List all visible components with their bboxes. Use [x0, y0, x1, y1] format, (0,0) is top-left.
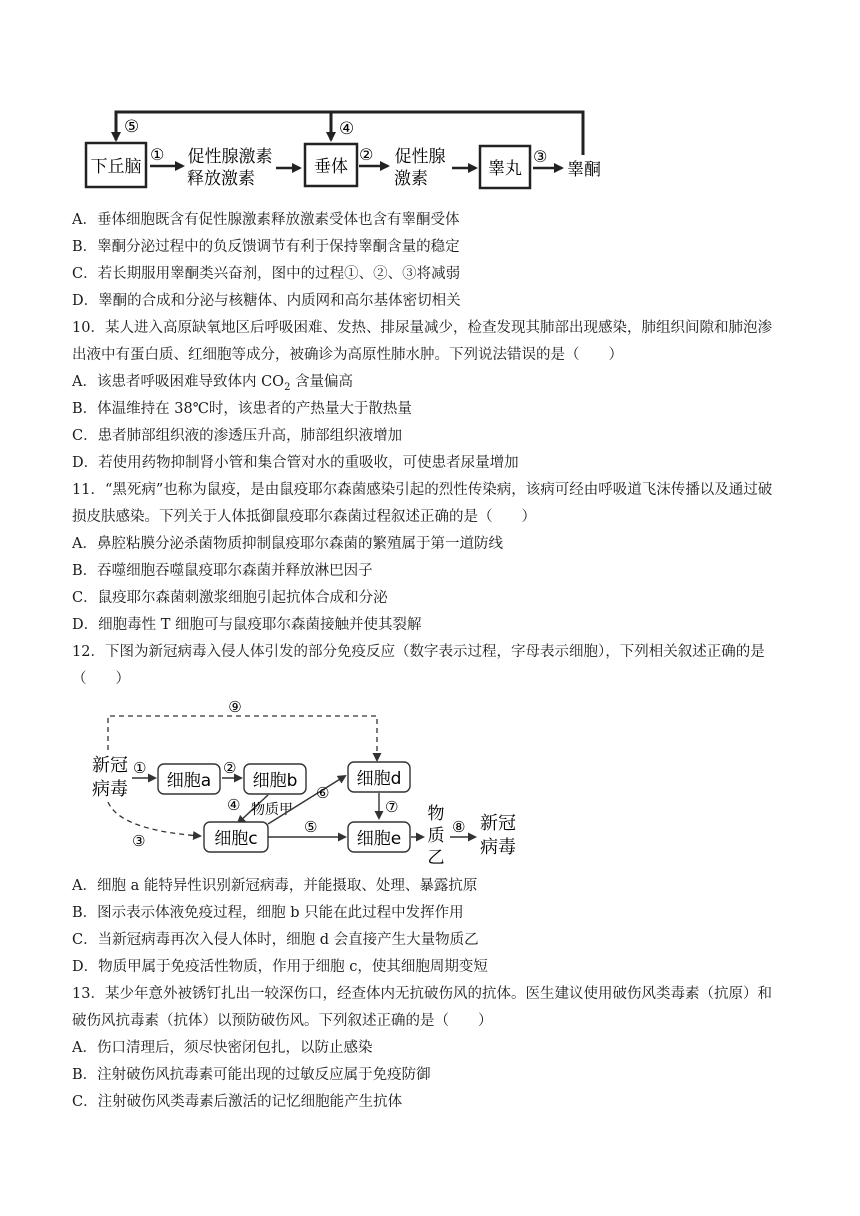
q12-option-c: C．当新冠病毒再次入侵人体时，细胞 d 会直接产生大量物质乙 [72, 932, 479, 948]
gh-label-line1: 促性腺 [394, 147, 446, 167]
step-5-label: ⑤ [304, 818, 318, 836]
q10-option-a-tail: 含量偏高 [290, 374, 354, 390]
q9-option-c: C．若长期服用睾酮类兴奋剂，图中的过程①、②、③将减弱 [72, 266, 461, 282]
q10-option-a [72, 372, 353, 398]
q10-stem-line1: 10．某人进入高原缺氧地区后呼吸困难、发热、排尿量减少，检查发现其肺部出现感染，肺组织间隙和肺泡渗 [72, 320, 772, 336]
step-4-label: ④ [227, 796, 241, 814]
virus-label-line1: 新冠 [92, 755, 128, 776]
q10-option-c: C．患者肺部组织液的渗透压升高，肺部组织液增加 [72, 428, 403, 444]
step-2-label: ② [359, 145, 374, 164]
q12-option-d: D．物质甲属于免疫活性物质，作用于细胞 c，使其细胞周期变短 [72, 959, 488, 975]
q11-stem-line2: 损皮肤感染。下列关于人体抵御鼠疫耶尔森菌过程叙述正确的是（ ） [72, 509, 536, 525]
process-9-dashed-line [108, 716, 377, 760]
q9-option-d: D．睾酮的合成和分泌与核糖体、内质网和高尔基体密切相关 [72, 293, 461, 309]
q13-stem-line1: 13．某少年意外被锈钉扎出一较深伤口，经查体内无抗破伤风的抗体。医生建议使用破伤风类毒素（抗原）和 [72, 986, 772, 1002]
pituitary-label: 垂体 [314, 157, 348, 177]
virus-label-line2: 病毒 [92, 779, 128, 800]
q12-option-a: A．细胞 a 能特异性识别新冠病毒，并能摄取、处理、暴露抗原 [72, 878, 478, 894]
q10-option-d: D．若使用药物抑制肾小管和集合管对水的重吸收，可使患者尿量增加 [72, 455, 519, 471]
testosterone-label: 睾酮 [567, 160, 601, 180]
step-8-label: ⑧ [452, 818, 466, 836]
q13-stem-line2: 破伤风抗毒素（抗体）以预防破伤风。下列叙述正确的是（ ） [72, 1013, 493, 1029]
q11-option-d: D．细胞毒性 T 细胞可与鼠疫耶尔森菌接触并使其裂解 [72, 617, 422, 633]
cell-e-label: 细胞e [356, 829, 402, 849]
q11-option-c: C．鼠疫耶尔森菌刺激浆细胞引起抗体合成和分泌 [72, 590, 388, 606]
q9-option-a: A．垂体细胞既含有促性腺激素释放激素受体也含有睾酮受体 [72, 212, 460, 228]
grh-label-line1: 促性腺激素 [187, 147, 273, 167]
step-2-label: ② [223, 759, 237, 777]
process-3-dashed-line [108, 802, 200, 836]
cell-d-label: 细胞d [356, 769, 402, 789]
hormone-feedback-diagram [0, 0, 860, 200]
q13-option-b: B．注射破伤风抗毒素可能出现的过敏反应属于免疫防御 [72, 1067, 431, 1083]
q10-stem-line2: 出液中有蛋白质、红细胞等成分，被确诊为高原性肺水肿。下列说法错误的是（ ） [72, 347, 623, 363]
hypothalamus-label: 下丘脑 [90, 157, 142, 177]
q12-stem-line2: （ ） [72, 671, 130, 687]
target-virus-line2: 病毒 [480, 837, 516, 858]
immune-response-diagram [0, 690, 860, 870]
cell-a-label: 细胞a [166, 771, 212, 791]
q11-stem-line1: 11．“黑死病”也称为鼠疫，是由鼠疫耶尔森菌感染引起的烈性传染病，该病可经由呼吸道飞沫传播以及通过破 [72, 482, 773, 498]
step-5-label: ⑤ [124, 117, 140, 137]
step-1-label: ① [133, 759, 147, 777]
q9-option-b: B．睾酮分泌过程中的负反馈调节有利于保持睾酮含量的稳定 [72, 239, 460, 255]
substance-yi-line3: 乙 [427, 848, 445, 868]
q10-option-b: B．体温维持在 38℃时，该患者的产热量大于散热量 [72, 401, 412, 417]
q12-option-b: B．图示表示体液免疫过程，细胞 b 只能在此过程中发挥作用 [72, 905, 464, 921]
substance-jia-label: 物质甲 [251, 802, 293, 818]
q11-option-b: B．吞噬细胞吞噬鼠疫耶尔森菌并释放淋巴因子 [72, 563, 373, 579]
step-4-label: ④ [339, 119, 355, 139]
step-6-label: ⑥ [316, 784, 330, 802]
q13-option-c: C．注射破伤风类毒素后激活的记忆细胞能产生抗体 [72, 1094, 403, 1110]
q10-option-a-text: A．该患者呼吸困难导致体内 CO [72, 374, 285, 390]
q11-option-a: A．鼻腔粘膜分泌杀菌物质抑制鼠疫耶尔森菌的繁殖属于第一道防线 [72, 536, 503, 552]
target-virus-line1: 新冠 [480, 813, 516, 834]
q12-stem-line1: 12．下图为新冠病毒入侵人体引发的部分免疫反应（数字表示过程，字母表示细胞），下列相关叙述正确的是 [72, 644, 765, 660]
substance-yi-line2: 质 [427, 826, 445, 846]
co2-subscript: 2 [284, 381, 291, 393]
cell-b-label: 细胞b [252, 771, 298, 791]
step-1-label: ① [150, 145, 165, 164]
step-3-label: ③ [132, 832, 146, 850]
substance-yi-line1: 物 [427, 804, 445, 824]
cell-c-label: 细胞c [214, 829, 258, 849]
gh-label-line2: 激素 [394, 169, 428, 189]
step-9-label: ⑨ [228, 698, 242, 716]
step-3-label: ③ [533, 147, 548, 166]
testis-label: 睾丸 [488, 159, 522, 179]
q13-option-a: A．伤口清理后，须尽快密闭包扎，以防止感染 [72, 1040, 373, 1056]
step-7-label: ⑦ [385, 798, 399, 816]
grh-label-line2: 释放激素 [187, 169, 255, 189]
